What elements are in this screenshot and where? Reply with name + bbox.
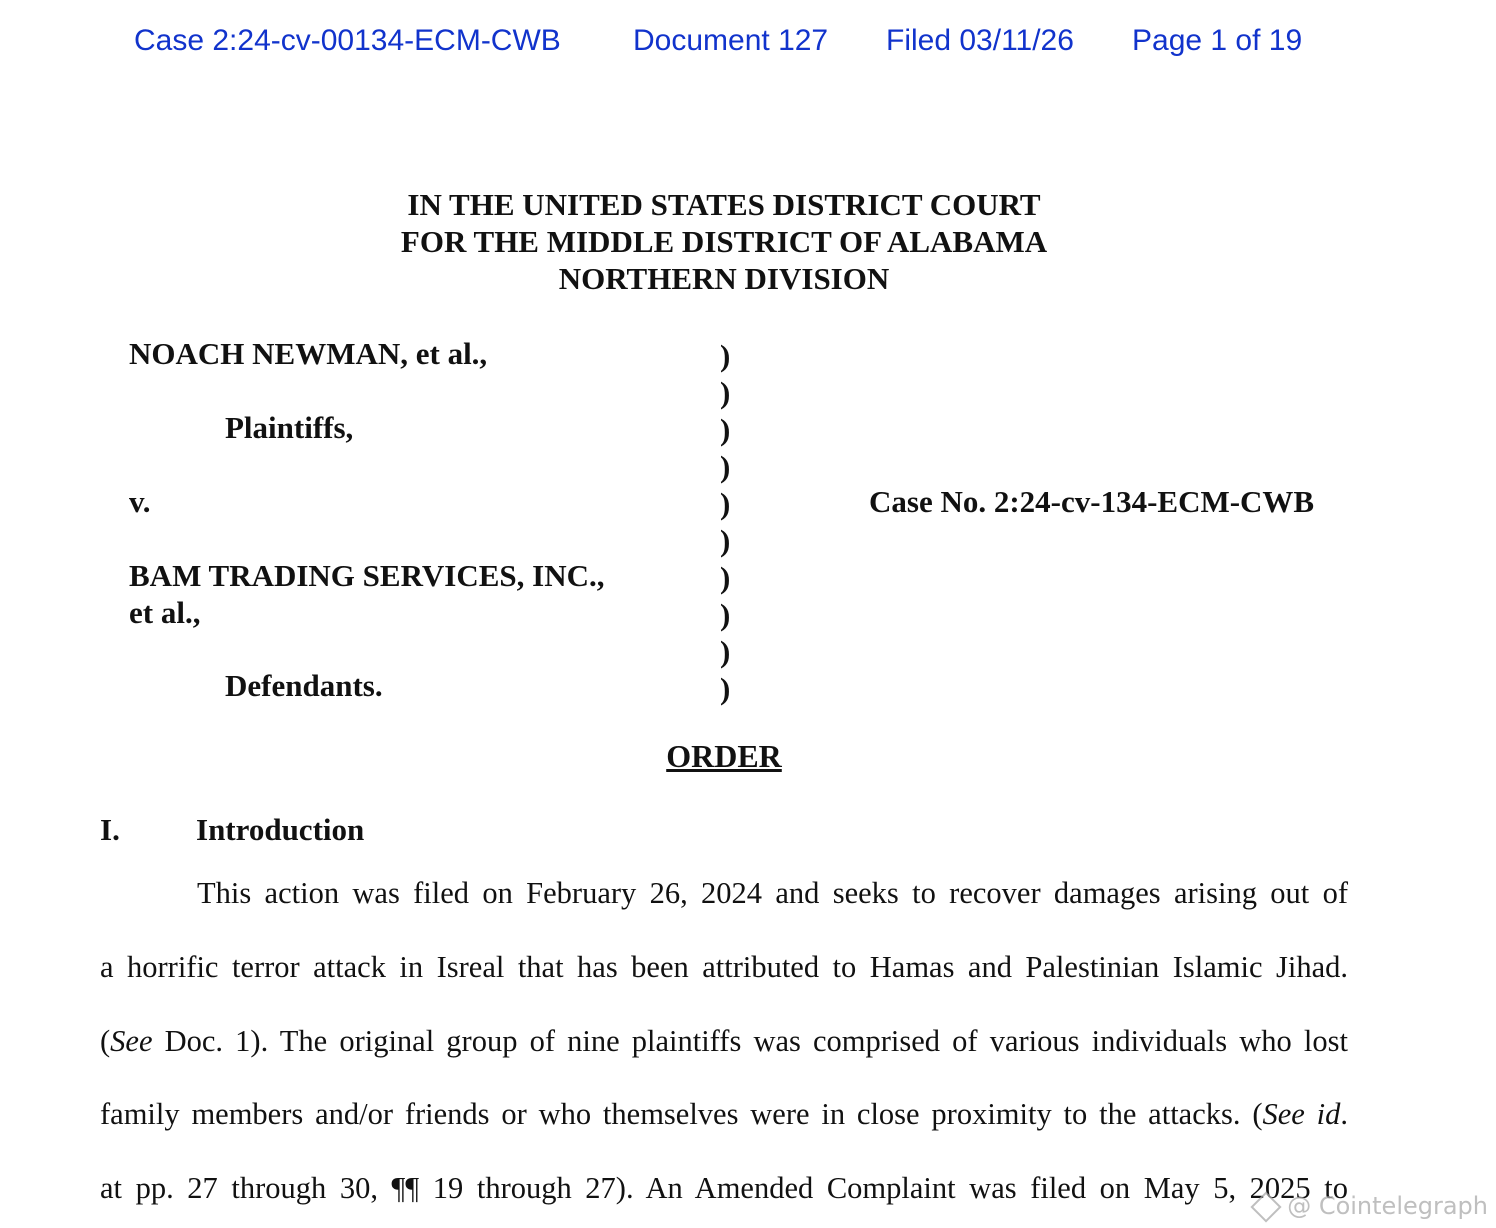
body-line: (See Doc. 1). The original group of nine plaintiffs was comprised of various individuals who lost — [100, 1024, 1348, 1058]
defendant-name-line-1: BAM TRADING SERVICES, INC., — [129, 558, 605, 593]
caption-paren: ) — [720, 560, 731, 595]
caption-paren: ) — [720, 671, 731, 706]
caption-paren: ) — [720, 375, 731, 410]
section-title: Introduction — [196, 812, 365, 847]
case-number: Case No. 2:24-cv-134-ECM-CWB — [869, 484, 1315, 519]
caption-paren: ) — [720, 338, 731, 373]
court-line-2: FOR THE MIDDLE DISTRICT OF ALABAMA — [400, 224, 1048, 259]
section-number: I. — [100, 812, 120, 847]
caption-paren: ) — [720, 634, 731, 669]
caption-paren: ) — [720, 523, 731, 558]
body-line: at pp. 27 through 30, ¶¶ 19 through 27). An Amended Complaint was filed on May 5, 2025 to — [100, 1171, 1348, 1205]
defendant-role: Defendants. — [225, 668, 383, 703]
plaintiff-name: NOACH NEWMAN, et al., — [129, 336, 488, 371]
court-line-1: IN THE UNITED STATES DISTRICT COURT — [407, 187, 1041, 222]
court-line-3: NORTHERN DIVISION — [558, 261, 890, 296]
body-line: a horrific terror attack in Isreal that has been attributed to Hamas and Palestinian Islamic Jihad. — [100, 950, 1348, 984]
plaintiff-role: Plaintiffs, — [225, 410, 354, 445]
header-document-number: Document 127 — [633, 24, 829, 57]
body-line: family members and/or friends or who themselves were in close proximity to the attacks. (See id. — [100, 1097, 1348, 1131]
caption-paren: ) — [720, 412, 731, 447]
caption-paren: ) — [720, 486, 731, 521]
header-case-number: Case 2:24-cv-00134-ECM-CWB — [134, 24, 561, 57]
caption-paren: ) — [720, 597, 731, 632]
watermark-text: @ Cointelegraph — [1287, 1192, 1488, 1220]
defendant-name-line-2: et al., — [129, 595, 201, 630]
watermark — [1255, 1192, 1488, 1220]
body-line: This action was filed on February 26, 2024 and seeks to recover damages arising out of — [197, 876, 1348, 910]
versus-label: v. — [129, 484, 151, 519]
court-heading — [0, 186, 1448, 297]
order-title: ORDER — [666, 738, 782, 774]
cointelegraph-logo-icon — [1251, 1191, 1282, 1222]
header-page-count: Page 1 of 19 — [1132, 24, 1303, 57]
header-filed-date: Filed 03/11/26 — [886, 24, 1074, 57]
caption-paren: ) — [720, 449, 731, 484]
